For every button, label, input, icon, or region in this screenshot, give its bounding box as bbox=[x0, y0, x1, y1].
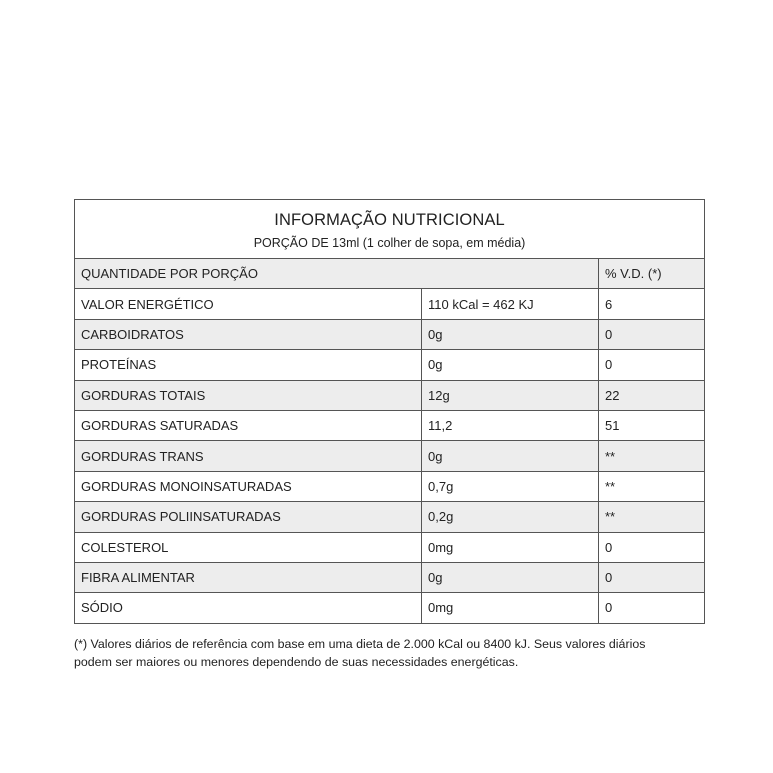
nutrient-daily-value: ** bbox=[599, 441, 705, 471]
table-row bbox=[75, 593, 705, 623]
nutrient-daily-value: 51 bbox=[599, 410, 705, 440]
nutrient-amount: 0,2g bbox=[422, 502, 599, 532]
table-row bbox=[75, 471, 705, 501]
nutrient-amount: 0g bbox=[422, 319, 599, 349]
nutrient-daily-value: 0 bbox=[599, 562, 705, 592]
nutrient-name: PROTEÍNAS bbox=[75, 350, 422, 380]
table-row bbox=[75, 502, 705, 532]
nutrient-daily-value: 0 bbox=[599, 350, 705, 380]
nutrient-name: VALOR ENERGÉTICO bbox=[75, 289, 422, 319]
nutrient-name: GORDURAS TOTAIS bbox=[75, 380, 422, 410]
label-subtitle: PORÇÃO DE 13ml (1 colher de sopa, em média) bbox=[253, 235, 526, 250]
nutrient-daily-value: 6 bbox=[599, 289, 705, 319]
table-row bbox=[75, 380, 705, 410]
footnote bbox=[74, 635, 714, 671]
nutrient-daily-value: 0 bbox=[599, 593, 705, 623]
nutrient-amount: 0mg bbox=[422, 593, 599, 623]
table-header-row bbox=[75, 259, 705, 289]
nutrient-amount: 11,2 bbox=[422, 410, 599, 440]
table-row bbox=[75, 562, 705, 592]
nutrient-name: COLESTEROL bbox=[75, 532, 422, 562]
table-title-row bbox=[75, 200, 705, 259]
nutrient-amount: 110 kCal = 462 KJ bbox=[422, 289, 599, 319]
nutrient-daily-value: 0 bbox=[599, 532, 705, 562]
nutrient-amount: 0g bbox=[422, 350, 599, 380]
table-row bbox=[75, 532, 705, 562]
header-daily-value: % V.D. (*) bbox=[599, 259, 705, 289]
table-row bbox=[75, 441, 705, 471]
table-row bbox=[75, 410, 705, 440]
nutrient-name: SÓDIO bbox=[75, 593, 422, 623]
nutrient-daily-value: 22 bbox=[599, 380, 705, 410]
nutrient-name: FIBRA ALIMENTAR bbox=[75, 562, 422, 592]
header-quantity: QUANTIDADE POR PORÇÃO bbox=[75, 259, 599, 289]
table-row bbox=[75, 319, 705, 349]
footnote-line: podem ser maiores ou menores dependendo de suas necessidades energéticas. bbox=[74, 654, 519, 669]
nutrition-table bbox=[74, 199, 705, 624]
nutrient-daily-value: 0 bbox=[599, 319, 705, 349]
nutrient-amount: 12g bbox=[422, 380, 599, 410]
nutrient-amount: 0g bbox=[422, 562, 599, 592]
label-title: INFORMAÇÃO NUTRICIONAL bbox=[274, 210, 505, 229]
nutrition-facts-label bbox=[74, 199, 704, 671]
nutrient-name: GORDURAS MONOINSATURADAS bbox=[75, 471, 422, 501]
nutrient-amount: 0,7g bbox=[422, 471, 599, 501]
table-row bbox=[75, 289, 705, 319]
nutrient-daily-value: ** bbox=[599, 502, 705, 532]
nutrient-amount: 0g bbox=[422, 441, 599, 471]
nutrient-amount: 0mg bbox=[422, 532, 599, 562]
footnote-line: (*) Valores diários de referência com base em uma dieta de 2.000 kCal ou 8400 kJ. Seus valores diários bbox=[74, 636, 646, 651]
nutrient-name: CARBOIDRATOS bbox=[75, 319, 422, 349]
nutrient-name: GORDURAS POLIINSATURADAS bbox=[75, 502, 422, 532]
nutrient-name: GORDURAS SATURADAS bbox=[75, 410, 422, 440]
table-title-cell bbox=[75, 200, 705, 259]
nutrient-daily-value: ** bbox=[599, 471, 705, 501]
nutrient-name: GORDURAS TRANS bbox=[75, 441, 422, 471]
table-row bbox=[75, 350, 705, 380]
